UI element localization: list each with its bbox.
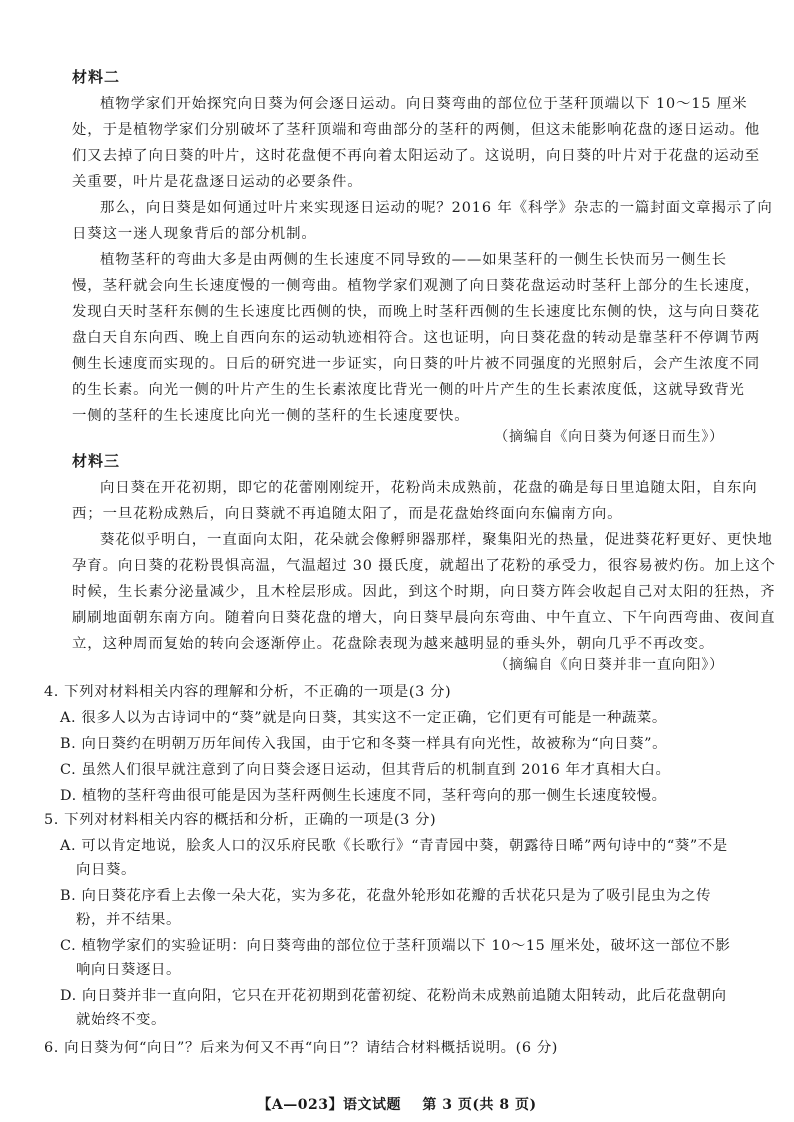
- material2-line: 侧生长速度而实现的。日后的研究进一步证实，向日葵的叶片被不同强度的光照射后，会产生浓度不同: [72, 356, 761, 372]
- material2-line: 盘白天自东向西、晚上自西向东的运动轨迹相符合。这也证明，向日葵花盘的转动是靠茎秆不停调节两: [72, 330, 761, 346]
- question-5-option-a-continued: 向日葵。: [76, 862, 136, 878]
- question-4-stem: 4. 下列对材料相关内容的理解和分析，不正确的一项是(3 分): [44, 684, 452, 700]
- material2-line: 日葵这一迷人现象背后的部分机制。: [72, 226, 317, 242]
- material2-line: 慢，茎秆就会向生长速度慢的一侧弯曲。植物学家们观测了向日葵花盘运动时茎秆上部分的生长速度，: [72, 278, 761, 294]
- page-footer: [0, 1094, 794, 1114]
- material3-line: 向日葵在开花初期，即它的花蕾刚刚绽开，花粉尚未成熟前，花盘的确是每日里追随太阳，自东向: [100, 480, 758, 496]
- question-5-option-d: D. 向日葵并非一直向阳，它只在开花初期到花蕾初绽、花粉尚未成熟前追随太阳转动，此后花盘朝向: [60, 988, 727, 1004]
- material3-source: （摘编自《向日葵并非一直向阳》）: [494, 657, 724, 673]
- material2-line: 发现白天时茎秆东侧的生长速度比西侧的快，而晚上时茎秆西侧的生长速度比东侧的快，这与向日葵花: [72, 304, 761, 320]
- material2-line: 植物学家们开始探究向日葵为何会逐日运动。向日葵弯曲的部位位于茎秆顶端以下 10～15 厘米: [100, 96, 748, 112]
- question-4-option-a: A. 很多人以为古诗词中的“葵”就是向日葵，其实这不一定正确，它们更有可能是一种蔬菜。: [60, 710, 667, 726]
- question-5-option-b-continued: 粉，并不结果。: [76, 912, 181, 928]
- material2-source: （摘编自《向日葵为何逐日而生》）: [494, 429, 724, 445]
- question-5-stem: 5. 下列对材料相关内容的概括和分析，正确的一项是(3 分): [44, 812, 437, 828]
- question-4-option-c: C. 虽然人们很早就注意到了向日葵会逐日运动，但其背后的机制直到 2016 年才真相大白。: [60, 762, 671, 778]
- material2-line: 关重要，叶片是花盘逐日运动的必要条件。: [72, 174, 363, 190]
- material3-heading: 材料三: [72, 452, 121, 470]
- material2-line: 的生长素。向光一侧的叶片产生的生长素浓度比背光一侧的叶片产生的生长素浓度低，这就导致背光: [72, 382, 745, 398]
- question-5-option-a: A. 可以肯定地说，脍炙人口的汉乐府民歌《长歌行》“青青园中葵，朝露待日晞”两句诗中的“葵”不是: [60, 838, 728, 854]
- material2-line: 那么，向日葵是如何通过叶片来实现逐日运动的呢？2016 年《科学》杂志的一篇封面文章揭示了向: [100, 200, 773, 216]
- material2-line: 植物茎秆的弯曲大多是由两侧的生长速度不同导致的——如果茎秆的一侧生长快而另一侧生长: [100, 252, 727, 268]
- question-5-option-d-continued: 就始终不变。: [76, 1012, 166, 1028]
- question-6-stem: 6. 向日葵为何“向日”？后来为何又不再“向日”？请结合材料概括说明。(6 分): [44, 1040, 559, 1056]
- question-5-option-c-continued: 响向日葵逐日。: [76, 962, 181, 978]
- material3-line: 刷刷地面朝东南方向。随着向日葵花盘的增大，向日葵早晨向东弯曲、中午直立、下午向西弯曲、夜间直: [72, 610, 776, 626]
- question-5-option-c: C. 植物学家们的实验证明：向日葵弯曲的部位位于茎秆顶端以下 10～15 厘米处，破坏这一部位不影: [60, 938, 731, 954]
- question-4-option-b: B. 向日葵约在明朝万历年间传入我国，由于它和冬葵一样具有向光性，故被称为“向日葵”。: [60, 736, 668, 752]
- question-5-option-b: B. 向日葵花序看上去像一朵大花，实为多花，花盘外轮形如花瓣的舌状花只是为了吸引昆虫为之传: [60, 888, 712, 904]
- material2-line: 一侧的茎秆的生长速度比向光一侧的茎秆的生长速度要快。: [72, 408, 470, 424]
- material3-line: 立，这种周而复始的转向会逐渐停止。花盘除表现为越来越明显的垂头外，朝向几乎不再改变。: [72, 636, 715, 652]
- page-number: 第 3 页(共 8 页): [422, 1097, 537, 1113]
- material3-line: 西；一旦花粉成熟后，向日葵就不再追随太阳了，而是花盘始终面向东偏南方向。: [72, 506, 623, 522]
- material2-line: 处，于是植物学家们分别破坏了茎秆顶端和弯曲部分的茎秆的两侧，但这未能影响花盘的逐日运动。他: [72, 122, 761, 138]
- exam-code: 【A—023】语文试题: [257, 1097, 401, 1113]
- question-4-option-d: D. 植物的茎秆弯曲很可能是因为茎秆两侧生长速度不同，茎秆弯向的那一侧生长速度较慢。: [60, 788, 667, 804]
- material2-heading: 材料二: [72, 68, 121, 86]
- material2-line: 们又去掉了向日葵的叶片，这时花盘便不再向着太阳运动了。这说明，向日葵的叶片对于花盘的运动至: [72, 148, 761, 164]
- material3-line: 葵花似乎明白，一直面向太阳，花朵就会像孵卵器那样，聚集阳光的热量，促进葵花籽更好、更快地: [100, 532, 773, 548]
- material3-line: 孕育。向日葵的花粉畏惧高温，气温超过 30 摄氏度，就超出了花粉的承受力，很容易被灼伤。加上这个: [72, 558, 776, 574]
- material3-line: 时候，生长素分泌量减少，且木栓层形成。因此，到这个时期，向日葵方阵会收起自己对太阳的狂热，齐: [72, 584, 776, 600]
